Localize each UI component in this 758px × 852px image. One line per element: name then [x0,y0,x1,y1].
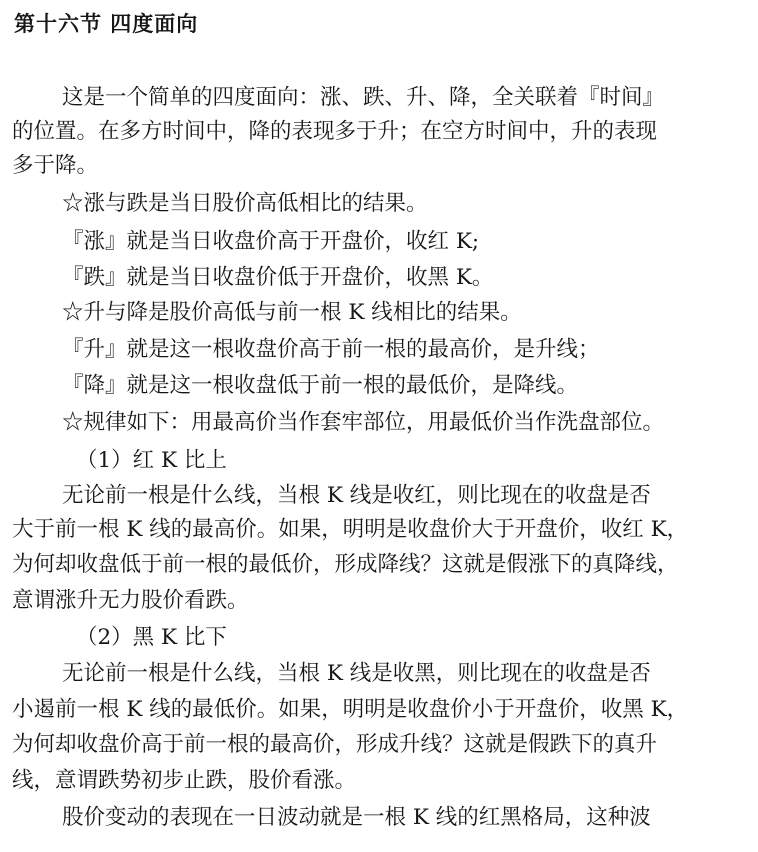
paragraph-line: 意谓涨升无力股价看跌。 [12,588,249,613]
paragraph-line: 小遏前一根 K 线的最低价。如果，明明是收盘价小于开盘价，收黑 K， [12,697,689,722]
paragraph-line: 『跌』就是当日收盘价低于开盘价，收黑 K。 [62,265,494,290]
paragraph-line: 多于降。 [12,153,99,178]
section-title: 第十六节 四度面向 [14,12,199,36]
rule-heading-line: ☆升与降是股价高低与前一根 K 线相比的结果。 [62,300,522,325]
paragraph-line: 的位置。在多方时间中，降的表现多于升；在空方时间中，升的表现 [12,119,658,144]
paragraph-line: 无论前一根是什么线，当根 K 线是收黑，则比现在的收盘是否 [62,661,651,686]
subheading-red-k: （1）红 K 比上 [76,448,227,473]
paragraph-line: 股价变动的表现在一日波动就是一根 K 线的红黑格局，这种波 [62,805,651,830]
paragraph-line: 『升』就是这一根收盘价高于前一根的最高价，是升线； [62,337,600,362]
paragraph-line: 这是一个简单的四度面向：涨、跌、升、降，全关联着『时间』 [62,85,665,110]
paragraph-line: 为何却收盘价高于前一根的最高价，形成升线？这就是假跌下的真升 [12,732,658,757]
rule-heading-line: ☆规律如下：用最高价当作套牢部位，用最低价当作洗盘部位。 [62,410,665,435]
subheading-black-k: （2）黑 K 比下 [76,625,227,650]
paragraph-line: 『降』就是这一根收盘低于前一根的最低价，是降线。 [62,373,579,398]
paragraph-line: 『涨』就是当日收盘价高于开盘价，收红 K; [62,229,480,254]
rule-heading-line: ☆涨与跌是当日股价高低相比的结果。 [62,191,428,216]
paragraph-line: 为何却收盘低于前一根的最低价，形成降线？这就是假涨下的真降线， [12,552,679,577]
paragraph-line: 无论前一根是什么线，当根 K 线是收红，则比现在的收盘是否 [62,483,651,508]
paragraph-line: 线，意谓跌势初步止跌，股价看涨。 [12,768,357,793]
paragraph-line: 大于前一根 K 线的最高价。如果，明明是收盘价大于开盘价，收红 K， [12,517,689,542]
